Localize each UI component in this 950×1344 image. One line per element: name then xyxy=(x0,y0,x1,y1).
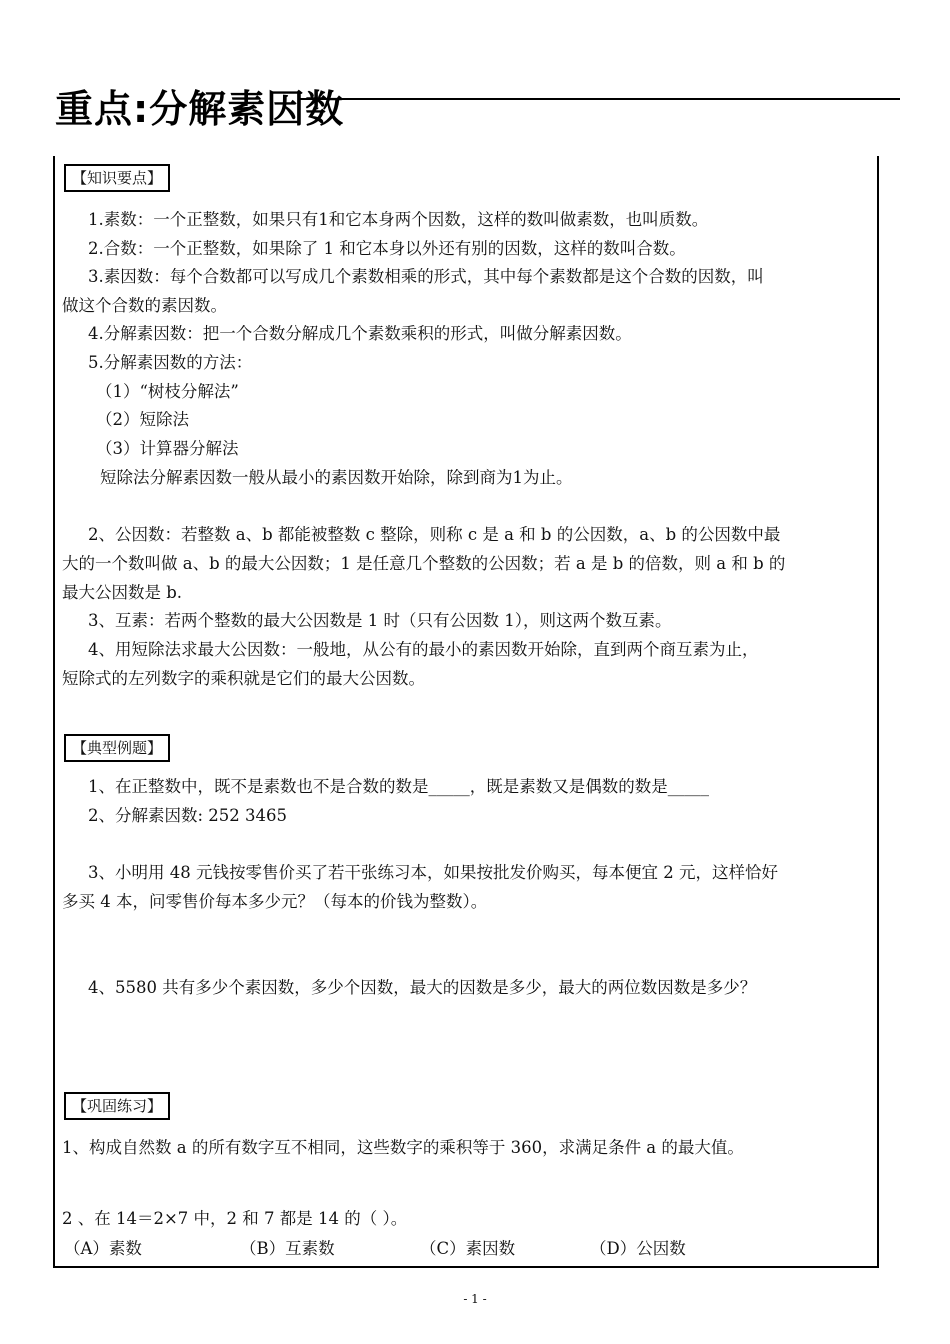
example-2: 2、分解素因数: 252 3465 xyxy=(88,806,288,825)
knowledge-line-4: 4.分解素因数：把一个合数分解成几个素数乘积的形式，叫做分解素因数。 xyxy=(88,324,632,343)
gcd-def-line-b: 大的一个数叫做 a、b 的最大公因数；1 是任意几个整数的公因数；若 a 是 b 的倍数，则 a 和 b 的 xyxy=(62,554,786,573)
knowledge-line-1: 1.素数：一个正整数，如果只有1和它本身两个因数，这样的数叫做素数，也叫质数。 xyxy=(88,210,709,229)
section-practice-heading: 【巩固练习】 xyxy=(64,1092,170,1120)
gcd-def-line-a: 2、公因数：若整数 a、b 都能被整数 c 整除，则称 c 是 a 和 b 的公因数，a、b 的公因数中最 xyxy=(88,525,781,544)
example-4: 4、5580 共有多少个素因数，多少个因数，最大的因数是多少，最大的两位数因数是多少？ xyxy=(88,978,757,997)
title-rule xyxy=(300,98,900,100)
method-note: 短除法分解素因数一般从最小的素因数开始除，除到商为1为止。 xyxy=(100,468,573,487)
example-3a: 3、小明用 48 元钱按零售价买了若干张练习本，如果按批发价购买，每本便宜 2 元，这样恰好 xyxy=(88,863,778,882)
knowledge-line-3a: 3.素因数：每个合数都可以写成几个素数相乘的形式，其中每个素数都是这个合数的因数，叫 xyxy=(88,267,764,286)
method-3: （3）计算器分解法 xyxy=(96,439,239,458)
practice-2: 2 、在 14＝2×7 中，2 和 7 都是 14 的（ ）。 xyxy=(62,1209,408,1228)
short-division-line-a: 4、用短除法求最大公因数：一般地，从公有的最小的素因数开始除，直到两个商互素为止， xyxy=(88,640,759,659)
example-1: 1、在正整数中，既不是素数也不是合数的数是_____，既是素数又是偶数的数是_____ xyxy=(88,777,709,796)
gcd-def-line-c: 最大公因数是 b. xyxy=(62,583,183,602)
section-knowledge-heading: 【知识要点】 xyxy=(64,164,170,192)
knowledge-line-5: 5.分解素因数的方法： xyxy=(88,353,253,372)
option-d: （D）公因数 xyxy=(590,1239,686,1258)
option-a: （A）素数 xyxy=(64,1239,142,1258)
option-b: （B）互素数 xyxy=(240,1239,335,1258)
page-number: - 1 - xyxy=(463,1292,487,1306)
short-division-line-b: 短除式的左列数字的乘积就是它们的最大公因数。 xyxy=(62,669,425,688)
method-1: （1）“树枝分解法” xyxy=(96,382,239,401)
practice-1: 1、构成自然数 a 的所有数字互不相同，这些数字的乘积等于 360，求满足条件 a 的最大值。 xyxy=(62,1138,744,1157)
page-title: 重点:分解素因数 xyxy=(55,87,345,131)
example-3b: 多买 4 本，问零售价每本多少元？（每本的价钱为整数）。 xyxy=(62,892,488,911)
knowledge-line-3b: 做这个合数的素因数。 xyxy=(62,296,227,315)
knowledge-line-2: 2.合数：一个正整数，如果除了 1 和它本身以外还有别的因数，这样的数叫合数。 xyxy=(88,239,686,258)
method-2: （2）短除法 xyxy=(96,410,189,429)
section-examples-heading: 【典型例题】 xyxy=(64,734,170,762)
coprime-def: 3、互素：若两个整数的最大公因数是 1 时（只有公因数 1），则这两个数互素。 xyxy=(88,611,672,630)
option-c: （C）素因数 xyxy=(420,1239,516,1258)
